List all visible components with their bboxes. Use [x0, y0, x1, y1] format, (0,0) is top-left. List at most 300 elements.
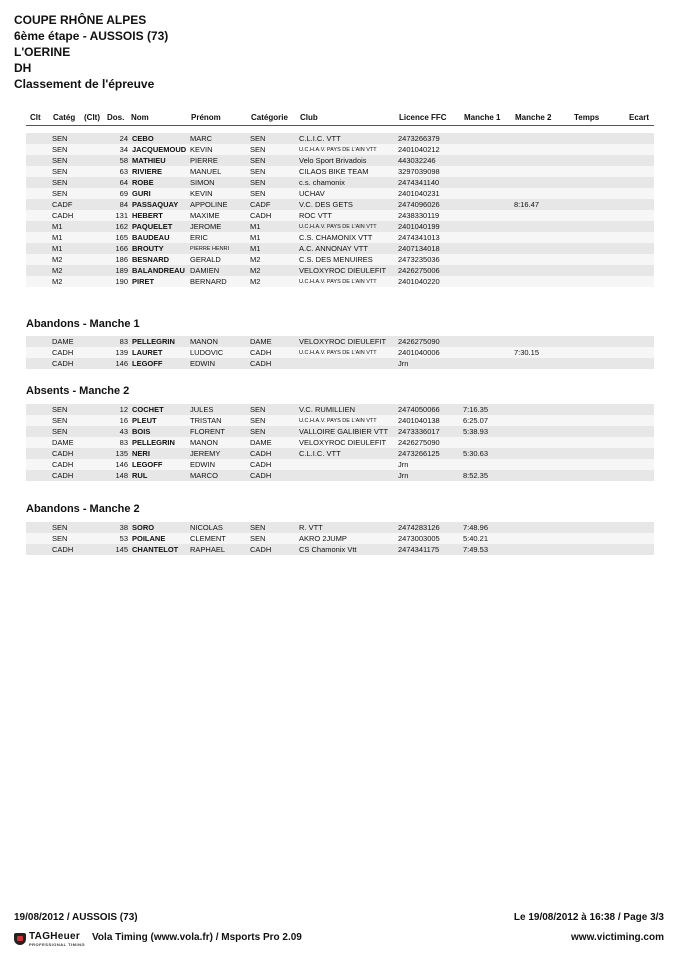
licence-cell: 2473266379: [398, 133, 463, 144]
categorie-cell: SEN: [250, 166, 299, 177]
manche2-cell: 7:30.15: [514, 347, 573, 358]
categorie-cell: CADH: [250, 459, 299, 470]
licence-cell: Jrn: [398, 459, 463, 470]
manche2-cell: [514, 210, 573, 221]
col-categ: Catég: [53, 113, 76, 122]
bib-cell: 63: [105, 166, 132, 177]
table-row: [26, 265, 654, 276]
category-cell: SEN: [52, 166, 105, 177]
clt-cell: [26, 459, 52, 470]
table-row: [26, 426, 654, 437]
stage-title: 6ème étape - AUSSOIS (73): [14, 29, 169, 43]
club-cell: R. VTT: [299, 522, 398, 533]
first-name-cell: CLEMENT: [190, 533, 250, 544]
club-cell: VELOXYROC DIEULEFIT: [299, 437, 398, 448]
first-name-cell: MANUEL: [190, 166, 250, 177]
categorie-cell: SEN: [250, 188, 299, 199]
manche2-cell: [514, 276, 573, 287]
last-name-cell: CEBO: [132, 133, 190, 144]
manche2-cell: [514, 133, 573, 144]
manche2-cell: [514, 254, 573, 265]
licence-cell: 3297039098: [398, 166, 463, 177]
temps-cell: [573, 415, 628, 426]
last-name-cell: GURI: [132, 188, 190, 199]
discipline: DH: [14, 61, 32, 75]
ecart-cell: [628, 254, 654, 265]
temps-cell: [573, 144, 628, 155]
club-cell: VALLOIRE GALIBIER VTT: [299, 426, 398, 437]
last-name-cell: RIVIERE: [132, 166, 190, 177]
first-name-cell: MARC: [190, 133, 250, 144]
temps-cell: [573, 336, 628, 347]
manche1-cell: 5:40.21: [463, 533, 514, 544]
category-cell: CADH: [52, 210, 105, 221]
manche2-cell: [514, 470, 573, 481]
first-name-cell: PIERRE HENRI: [190, 243, 250, 254]
first-name-cell: FLORENT: [190, 426, 250, 437]
table-row: [26, 155, 654, 166]
col-ecart: Ecart: [629, 113, 650, 122]
bib-cell: 53: [105, 533, 132, 544]
club-cell: c.s. chamonix: [299, 177, 398, 188]
manche1-cell: [463, 265, 514, 276]
temps-cell: [573, 166, 628, 177]
bib-cell: 24: [105, 133, 132, 144]
categorie-cell: M1: [250, 232, 299, 243]
clt-cell: [26, 133, 52, 144]
bib-cell: 135: [105, 448, 132, 459]
licence-cell: 2401040220: [398, 276, 463, 287]
clt-cell: [26, 404, 52, 415]
categorie-cell: M1: [250, 221, 299, 232]
last-name-cell: PIRET: [132, 276, 190, 287]
categorie-cell: CADH: [250, 544, 299, 555]
last-name-cell: PASSAQUAY: [132, 199, 190, 210]
first-name-cell: SIMON: [190, 177, 250, 188]
manche2-cell: [514, 232, 573, 243]
manche2-cell: [514, 448, 573, 459]
clt-cell: [26, 470, 52, 481]
last-name-cell: LEGOFF: [132, 459, 190, 470]
first-name-cell: MAXIME: [190, 210, 250, 221]
clt-cell: [26, 199, 52, 210]
table-row: [26, 470, 654, 481]
clt-cell: [26, 437, 52, 448]
categorie-cell: SEN: [250, 177, 299, 188]
licence-cell: 2401040212: [398, 144, 463, 155]
results-table: [26, 133, 654, 287]
licence-cell: 2473003005: [398, 533, 463, 544]
first-name-cell: APPOLINE: [190, 199, 250, 210]
col-manche2: Manche 2: [515, 113, 552, 122]
ecart-cell: [628, 533, 654, 544]
col-dos: Dos.: [107, 113, 125, 122]
club-cell: AKRO 2JUMP: [299, 533, 398, 544]
manche1-cell: [463, 133, 514, 144]
categorie-cell: CADH: [250, 347, 299, 358]
first-name-cell: JEROME: [190, 221, 250, 232]
temps-cell: [573, 358, 628, 369]
club-cell: C.S. CHAMONIX VTT: [299, 232, 398, 243]
ecart-cell: [628, 243, 654, 254]
col-club: Club: [300, 113, 318, 122]
software-credit: Vola Timing (www.vola.fr) / Msports Pro 2.09: [92, 932, 302, 943]
table-row: [26, 437, 654, 448]
manche2-cell: [514, 336, 573, 347]
first-name-cell: EDWIN: [190, 459, 250, 470]
bib-cell: 34: [105, 144, 132, 155]
table-row: [26, 448, 654, 459]
ecart-cell: [628, 210, 654, 221]
categorie-cell: SEN: [250, 133, 299, 144]
clt-cell: [26, 426, 52, 437]
last-name-cell: POILANE: [132, 533, 190, 544]
licence-cell: 2401040006: [398, 347, 463, 358]
club-cell: ROC VTT: [299, 210, 398, 221]
licence-cell: 2426275006: [398, 265, 463, 276]
table-row: [26, 415, 654, 426]
first-name-cell: RAPHAEL: [190, 544, 250, 555]
categorie-cell: SEN: [250, 522, 299, 533]
last-name-cell: CHANTELOT: [132, 544, 190, 555]
club-cell: [299, 358, 398, 369]
temps-cell: [573, 232, 628, 243]
col-categ-clt: (Clt): [84, 113, 100, 122]
bib-cell: 131: [105, 210, 132, 221]
table-row: [26, 232, 654, 243]
clt-cell: [26, 144, 52, 155]
table-row: [26, 177, 654, 188]
clt-cell: [26, 276, 52, 287]
ecart-cell: [628, 133, 654, 144]
category-cell: CADH: [52, 347, 105, 358]
manche2-cell: [514, 177, 573, 188]
manche1-cell: 6:25.07: [463, 415, 514, 426]
club-cell: VELOXYROC DIEULEFIT: [299, 265, 398, 276]
abandons-manche-2-table: [26, 522, 654, 555]
categorie-cell: SEN: [250, 404, 299, 415]
col-nom: Nom: [131, 113, 149, 122]
first-name-cell: LUDOVIC: [190, 347, 250, 358]
last-name-cell: SORO: [132, 522, 190, 533]
table-row: [26, 347, 654, 358]
manche2-cell: [514, 188, 573, 199]
manche2-cell: [514, 265, 573, 276]
last-name-cell: PELLEGRIN: [132, 336, 190, 347]
manche1-cell: [463, 459, 514, 470]
clt-cell: [26, 166, 52, 177]
ecart-cell: [628, 232, 654, 243]
ecart-cell: [628, 276, 654, 287]
table-row: [26, 166, 654, 177]
club-cell: VELOXYROC DIEULEFIT: [299, 336, 398, 347]
category-cell: DAME: [52, 437, 105, 448]
last-name-cell: BOIS: [132, 426, 190, 437]
manche1-cell: [463, 188, 514, 199]
categorie-cell: SEN: [250, 533, 299, 544]
manche1-cell: [463, 336, 514, 347]
col-temps: Temps: [574, 113, 600, 122]
club-cell: U.C.H.A.V. PAYS DE L'AIN VTT: [299, 347, 398, 358]
club-cell: C.S. DES MENUIRES: [299, 254, 398, 265]
category-cell: DAME: [52, 336, 105, 347]
club-cell: Velo Sport Brivadois: [299, 155, 398, 166]
licence-cell: 2401040231: [398, 188, 463, 199]
last-name-cell: HEBERT: [132, 210, 190, 221]
ecart-cell: [628, 166, 654, 177]
bib-cell: 43: [105, 426, 132, 437]
bib-cell: 38: [105, 522, 132, 533]
category-cell: SEN: [52, 188, 105, 199]
club-cell: C.L.I.C. VTT: [299, 133, 398, 144]
category-cell: SEN: [52, 426, 105, 437]
bib-cell: 146: [105, 459, 132, 470]
last-name-cell: COCHET: [132, 404, 190, 415]
manche1-cell: [463, 243, 514, 254]
brand-subtitle: PROFESSIONAL TIMING: [29, 942, 86, 947]
licence-cell: 443032246: [398, 155, 463, 166]
clt-cell: [26, 336, 52, 347]
abandons-manche-1-table: [26, 336, 654, 369]
first-name-cell: ERIC: [190, 232, 250, 243]
last-name-cell: BAUDEAU: [132, 232, 190, 243]
licence-cell: 2474341175: [398, 544, 463, 555]
col-categorie: Catégorie: [251, 113, 288, 122]
licence-cell: 2407134018: [398, 243, 463, 254]
temps-cell: [573, 404, 628, 415]
temps-cell: [573, 459, 628, 470]
course-name: L'OERINE: [14, 45, 71, 59]
club-cell: U.C.H.A.V. PAYS DE L'AIN VTT: [299, 276, 398, 287]
last-name-cell: PAQUELET: [132, 221, 190, 232]
ecart-cell: [628, 347, 654, 358]
last-name-cell: NERI: [132, 448, 190, 459]
club-cell: U.C.H.A.V. PAYS DE L'AIN VTT: [299, 415, 398, 426]
bib-cell: 64: [105, 177, 132, 188]
category-cell: SEN: [52, 177, 105, 188]
category-cell: M2: [52, 254, 105, 265]
licence-cell: 2474096026: [398, 199, 463, 210]
category-cell: SEN: [52, 415, 105, 426]
bib-cell: 146: [105, 358, 132, 369]
ecart-cell: [628, 522, 654, 533]
licence-cell: 2473235036: [398, 254, 463, 265]
temps-cell: [573, 254, 628, 265]
col-manche1: Manche 1: [464, 113, 501, 122]
category-cell: CADF: [52, 199, 105, 210]
table-row: [26, 243, 654, 254]
licence-cell: 2426275090: [398, 437, 463, 448]
manche1-cell: [463, 166, 514, 177]
clt-cell: [26, 544, 52, 555]
clt-cell: [26, 210, 52, 221]
temps-cell: [573, 426, 628, 437]
website-link[interactable]: www.victiming.com: [571, 932, 664, 943]
first-name-cell: GERALD: [190, 254, 250, 265]
categorie-cell: M1: [250, 243, 299, 254]
clt-cell: [26, 177, 52, 188]
ecart-cell: [628, 155, 654, 166]
manche2-cell: 8:16.47: [514, 199, 573, 210]
categorie-cell: CADH: [250, 358, 299, 369]
bib-cell: 16: [105, 415, 132, 426]
club-cell: [299, 459, 398, 470]
bib-cell: 84: [105, 199, 132, 210]
ecart-cell: [628, 544, 654, 555]
categorie-cell: CADH: [250, 470, 299, 481]
clt-cell: [26, 533, 52, 544]
table-row: [26, 210, 654, 221]
categorie-cell: SEN: [250, 426, 299, 437]
manche2-cell: [514, 358, 573, 369]
manche2-cell: [514, 426, 573, 437]
club-cell: UCHAV: [299, 188, 398, 199]
last-name-cell: LAURET: [132, 347, 190, 358]
temps-cell: [573, 243, 628, 254]
first-name-cell: MARCO: [190, 470, 250, 481]
ecart-cell: [628, 358, 654, 369]
club-cell: U.C.H.A.V. PAYS DE L'AIN VTT: [299, 221, 398, 232]
last-name-cell: LEGOFF: [132, 358, 190, 369]
table-row: [26, 144, 654, 155]
temps-cell: [573, 470, 628, 481]
temps-cell: [573, 265, 628, 276]
club-cell: V.C. RUMILLIEN: [299, 404, 398, 415]
ecart-cell: [628, 265, 654, 276]
licence-cell: 2474050066: [398, 404, 463, 415]
manche1-cell: 7:48.96: [463, 522, 514, 533]
bib-cell: 165: [105, 232, 132, 243]
categorie-cell: DAME: [250, 336, 299, 347]
manche1-cell: [463, 254, 514, 265]
manche1-cell: [463, 144, 514, 155]
first-name-cell: JEREMY: [190, 448, 250, 459]
manche1-cell: 7:16.35: [463, 404, 514, 415]
category-cell: M1: [52, 243, 105, 254]
ecart-cell: [628, 199, 654, 210]
category-cell: SEN: [52, 144, 105, 155]
manche2-cell: [514, 144, 573, 155]
first-name-cell: BERNARD: [190, 276, 250, 287]
manche1-cell: [463, 221, 514, 232]
column-headers: [26, 113, 654, 125]
clt-cell: [26, 155, 52, 166]
temps-cell: [573, 155, 628, 166]
categorie-cell: CADF: [250, 199, 299, 210]
ecart-cell: [628, 437, 654, 448]
bib-cell: 139: [105, 347, 132, 358]
bib-cell: 190: [105, 276, 132, 287]
category-cell: SEN: [52, 133, 105, 144]
table-row: [26, 254, 654, 265]
manche1-cell: 7:49.53: [463, 544, 514, 555]
categorie-cell: CADH: [250, 210, 299, 221]
categorie-cell: SEN: [250, 415, 299, 426]
brand-name: TAGHeuer: [29, 931, 81, 942]
manche2-cell: [514, 522, 573, 533]
club-cell: A.C. ANNONAY VTT: [299, 243, 398, 254]
manche1-cell: [463, 199, 514, 210]
bib-cell: 189: [105, 265, 132, 276]
clt-cell: [26, 265, 52, 276]
first-name-cell: DAMIEN: [190, 265, 250, 276]
ecart-cell: [628, 470, 654, 481]
temps-cell: [573, 210, 628, 221]
temps-cell: [573, 347, 628, 358]
category-cell: M1: [52, 221, 105, 232]
clt-cell: [26, 243, 52, 254]
category-cell: CADH: [52, 544, 105, 555]
club-cell: CILAOS BIKE TEAM: [299, 166, 398, 177]
last-name-cell: BESNARD: [132, 254, 190, 265]
licence-cell: 2474341140: [398, 177, 463, 188]
bib-cell: 83: [105, 437, 132, 448]
col-licence: Licence FFC: [399, 113, 447, 122]
manche1-cell: [463, 177, 514, 188]
col-prenom: Prénom: [191, 113, 221, 122]
clt-cell: [26, 188, 52, 199]
licence-cell: 2401040138: [398, 415, 463, 426]
bib-cell: 69: [105, 188, 132, 199]
document-header: [14, 12, 168, 92]
last-name-cell: RUL: [132, 470, 190, 481]
manche1-cell: [463, 347, 514, 358]
categorie-cell: SEN: [250, 155, 299, 166]
ecart-cell: [628, 426, 654, 437]
table-row: [26, 199, 654, 210]
ecart-cell: [628, 144, 654, 155]
manche2-cell: [514, 166, 573, 177]
table-row: [26, 404, 654, 415]
clt-cell: [26, 358, 52, 369]
last-name-cell: BALANDREAU: [132, 265, 190, 276]
last-name-cell: PELLEGRIN: [132, 437, 190, 448]
bib-cell: 186: [105, 254, 132, 265]
clt-cell: [26, 221, 52, 232]
categorie-cell: M2: [250, 254, 299, 265]
manche2-cell: [514, 404, 573, 415]
manche2-cell: [514, 437, 573, 448]
footer-branding: [14, 931, 664, 945]
last-name-cell: MATHIEU: [132, 155, 190, 166]
temps-cell: [573, 188, 628, 199]
col-clt: Clt: [30, 113, 41, 122]
categorie-cell: CADH: [250, 448, 299, 459]
manche2-cell: [514, 544, 573, 555]
clt-cell: [26, 254, 52, 265]
competition-title: COUPE RHÔNE ALPES: [14, 13, 147, 27]
club-cell: U.C.H.A.V. PAYS DE L'AIN VTT: [299, 144, 398, 155]
first-name-cell: KEVIN: [190, 188, 250, 199]
ranking-title: Classement de l'épreuve: [14, 77, 155, 91]
licence-cell: 2401040199: [398, 221, 463, 232]
absents-manche-2-table: [26, 404, 654, 481]
club-cell: V.C. DES GETS: [299, 199, 398, 210]
first-name-cell: NICOLAS: [190, 522, 250, 533]
manche2-cell: [514, 221, 573, 232]
manche1-cell: [463, 210, 514, 221]
licence-cell: 2438330119: [398, 210, 463, 221]
category-cell: M2: [52, 276, 105, 287]
ecart-cell: [628, 336, 654, 347]
club-cell: C.L.I.C. VTT: [299, 448, 398, 459]
temps-cell: [573, 199, 628, 210]
category-cell: SEN: [52, 522, 105, 533]
category-cell: SEN: [52, 533, 105, 544]
temps-cell: [573, 448, 628, 459]
table-row: [26, 533, 654, 544]
first-name-cell: KEVIN: [190, 144, 250, 155]
